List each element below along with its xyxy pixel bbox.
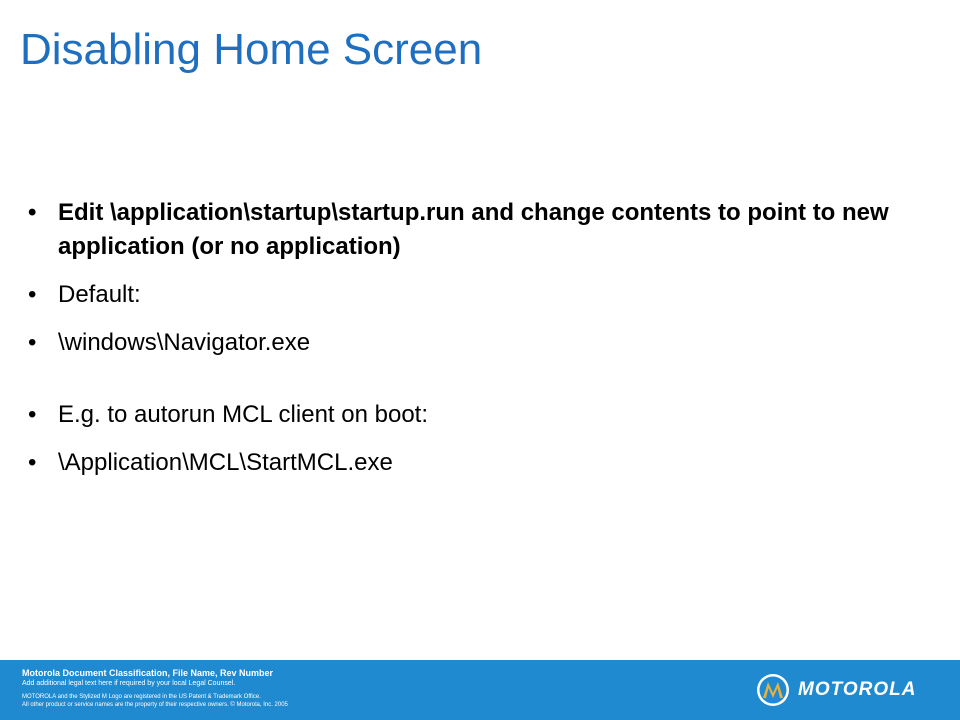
bullet-text: \windows\Navigator.exe — [58, 329, 311, 356]
bullet-dot: • — [28, 401, 37, 428]
bullet-item — [28, 196, 928, 264]
bullet-item — [28, 446, 928, 480]
bullet-text: Default: — [58, 281, 141, 308]
footer-legal-block — [22, 668, 642, 709]
bullet-dot: • — [28, 199, 37, 226]
bullet-dot: • — [28, 329, 37, 356]
bullet-text: E.g. to autorun MCL client on boot: — [58, 401, 428, 428]
bullet-list — [28, 196, 928, 480]
trademark-notice: MOTOROLA and the Stylized M Logo are registered in the US Patent & Trademark Office. — [22, 694, 261, 700]
bullet-item — [28, 278, 928, 312]
motorola-m-icon — [756, 673, 790, 707]
bullet-item — [28, 398, 928, 432]
motorola-logo — [756, 670, 916, 710]
slide-title: Disabling Home Screen — [20, 25, 483, 74]
bullet-dot: • — [28, 449, 37, 476]
footer-bar — [0, 660, 960, 720]
bullet-text: \Application\MCL\StartMCL.exe — [58, 449, 393, 476]
motorola-wordmark: MOTOROLA — [798, 679, 917, 700]
bullet-text: Edit \application\startup\startup.run and change contents to point to new application (or no application) — [58, 199, 889, 260]
document-classification: Motorola Document Classification, File Name, Rev Number — [22, 668, 274, 678]
bullet-dot: • — [28, 281, 37, 308]
bullet-item — [28, 326, 928, 360]
legal-note: Add additional legal text here if required by your local Legal Counsel. — [22, 680, 236, 687]
ownership-notice: All other product or service names are the property of their respective owners. © Motorola, Inc. 2005 — [22, 702, 288, 708]
